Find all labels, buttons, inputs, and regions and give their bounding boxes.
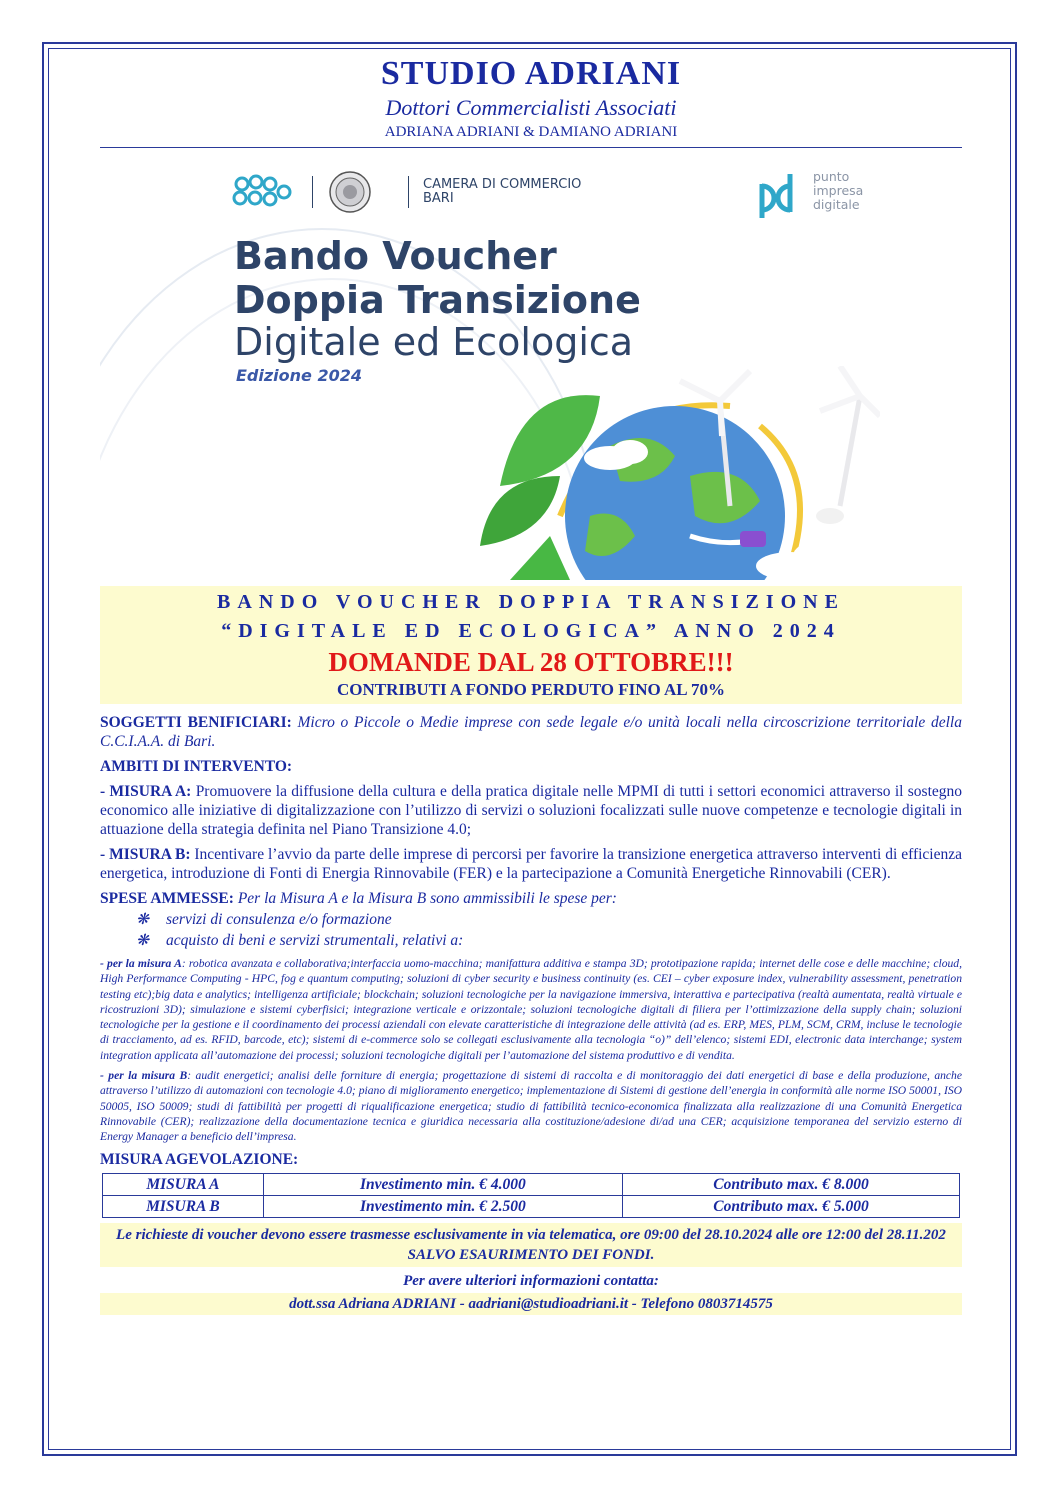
spese-misura-a-detail [100,956,962,1063]
agevolazione-heading: MISURA AGEVOLAZIONE: [100,1150,299,1168]
camera-commercio-label: CAMERA DI COMMERCIO BARI [423,177,582,206]
banner-title-line3: Digitale ed Ecologica [234,320,634,364]
highlight-box [100,586,962,704]
misura-b-paragraph [100,845,962,883]
punto-impresa-digitale-label: punto impresa digitale [813,169,864,212]
submission-notice: Le richieste di voucher devono essere trasmesse esclusivamente in via telematica, ore 09:00 del 28.10.2024 alle ore 12:00 del 28.11.202 SALVO ESAURIMENTO DEI FONDI. [100,1223,962,1267]
banner-title-line1: Bando Voucher [234,234,557,278]
highlight-title-line1: BANDO VOUCHER DOPPIA TRANSIZIONE [217,591,845,613]
misura-a-paragraph [100,782,962,839]
spese-misura-b-text: : audit energetici; analisi delle forniture di energia; progettazione di sistemi di raccolta e di monitoraggio dei dati energetici di base e della produzione, anche attraverso l’utilizzo di automazioni con tecnologie 4.0; piano di miglioramento energetico; implementazione di Sistemi di gestione dell’energia in conformità alle norme ISO 50001, ISO 50005, ISO 50009; studi di fattibilità per progetti di riqualificazione energetica; studio di fattibilità tecnico-economica finalizzata alla realizzazione di una Comunità Energetica Rinnovabile (CER); realizzazione della documentazione tecnica e giuridica necessaria alla costituzione/adesione di/ad una CER; acquisizione temporanea del servizio esterno di Energy Manager a beneficio dell’impresa. [100,1069,962,1144]
highlight-title-line2: “DIGITALE ED ECOLOGICA” ANNO 2024 [221,620,841,642]
beneficiari-label: SOGGETTI BENIFICIARI: [100,714,292,731]
misura-a-text: Promuovere la diffusione della cultura e della pratica digitale nelle MPMI di tutti i settori economici attraverso il sostegno economico alle iniziative di digitalizzazione con l’utilizzo di servizi o soluzioni focalizzati sulle nuove competenze e tecnologie digitali in attuazione della strategia definita nel Piano Transizione 4.0; [100,783,963,838]
ambiti-heading: AMBITI DI INTERVENTO: [100,758,293,775]
table-cell-contributo: Contributo max. € 5.000 [623,1195,960,1217]
spese-misura-b-detail [100,1068,962,1144]
spese-intro: Per la Misura A e la Misura B sono ammissibili le spese per: [237,890,617,907]
list-item: ❋ acquisto di beni e servizi strumentali, relativi a: [136,932,464,949]
studio-name: STUDIO ADRIANI [380,55,682,92]
spese-misura-a-label: - per la misura A [100,957,182,970]
table-row [103,1173,960,1195]
spese-misura-a-text: : robotica avanzata e collaborativa;interfaccia uomo-macchina; manifattura additiva e stampa 3D; prototipazione rapida; internet delle cose e delle macchine; cloud, High Performance Computing - HPC, fog e quantum computing; soluzioni di cyber security e business continuity (es. CEI – cyber exposure index, vulnerability assessment, penetration testing etc);big data e analytics; intelligenza artificiale; blockchain; soluzioni tecnologiche per la navigazione immersiva, interattiva e partecipativa (realtà aumentata, realtà virtuale e ricostruzioni 3D); simulazione e sistemi cyberfisici; integrazione verticale e orizzontale; soluzioni tecnologiche digitali di filiera per l’ottimizzazione della supply chain; soluzioni tecnologiche per la gestione e il coordinamento dei processi aziendali con elevate caratteristiche di integrazione delle attività (ad es. ERP, MES, PLM, SCM, CRM, incluse le tecnologie di tracciamento, ad es. RFID, barcode, etc); sistemi di e-commerce solo se collegati esclusivamente alla tecnologia “o)” dell’elenco; sistemi EDI, electronic data interchange; system integration applicata all’automazione dei processi; soluzioni tecnologiche digitali per l’automazione del sistema produttivo e di vendita. [100,957,962,1062]
misura-a-label: - MISURA A: [100,783,192,800]
letterhead [100,54,962,142]
table-cell-investimento: Investimento min. € 2.500 [263,1195,622,1217]
contact-line: dott.ssa Adriana ADRIANI - aadriani@studioadriani.it - Telefono 0803714575 [100,1293,962,1315]
table-row [103,1195,960,1217]
logo-divider [312,176,313,208]
deadline-headline: DOMANDE DAL 28 OTTOBRE!!! [328,647,734,677]
logo-divider [408,176,409,208]
bando-banner-image [100,168,962,580]
beneficiari-text: Micro o Piccole o Medie imprese con sede legale e/o unità locali nella circoscrizione territoriale della C.C.I.A.A. di Bari. [100,714,962,750]
table-cell-misura: MISURA B [103,1195,264,1217]
document-body [100,713,962,1315]
banner-title-line2: Doppia Transizione [234,278,641,322]
info-line: Per avere ulteriori informazioni contatta: [403,1272,659,1289]
banner-edition: Edizione 2024 [236,366,362,385]
table-cell-contributo: Contributo max. € 8.000 [623,1173,960,1195]
list-item: ❋ servizi di consulenza e/o formazione [136,911,392,928]
misura-b-label: - MISURA B: [100,846,191,863]
agevolazione-table [102,1173,960,1218]
studio-subtitle: Dottori Commercialisti Associati [385,95,677,120]
earth-globe-illustration-icon [460,366,880,580]
bullet-icon: ❋ [136,932,149,949]
seal-icon [328,170,372,214]
spese-label: SPESE AMMESSE: [100,890,234,907]
misura-b-text: Incentivare l’avvio da parte delle imprese di percorsi per favorire la transizione energetica attraverso interventi di efficienza energetica, introduzione di Fonti di Energia Rinnovabile (FER) e la partecipazione a Comunità Energetiche Rinnovabili (CER). [100,846,963,882]
camera-commercio-logo-icon [230,172,300,212]
spese-misura-b-label: - per la misura B [100,1069,188,1083]
beneficiari-paragraph [100,713,962,751]
contribution-headline: CONTRIBUTI A FONDO PERDUTO FINO AL 70% [337,680,725,699]
bullet-icon: ❋ [136,911,149,928]
spese-paragraph [100,889,962,908]
table-cell-investimento: Investimento min. € 4.000 [263,1173,622,1195]
punto-impresa-digitale-logo-icon [756,172,802,222]
studio-partners: ADRIANA ADRIANI & DAMIANO ADRIANI [384,124,678,140]
header-divider [100,147,962,148]
table-cell-misura: MISURA A [103,1173,264,1195]
